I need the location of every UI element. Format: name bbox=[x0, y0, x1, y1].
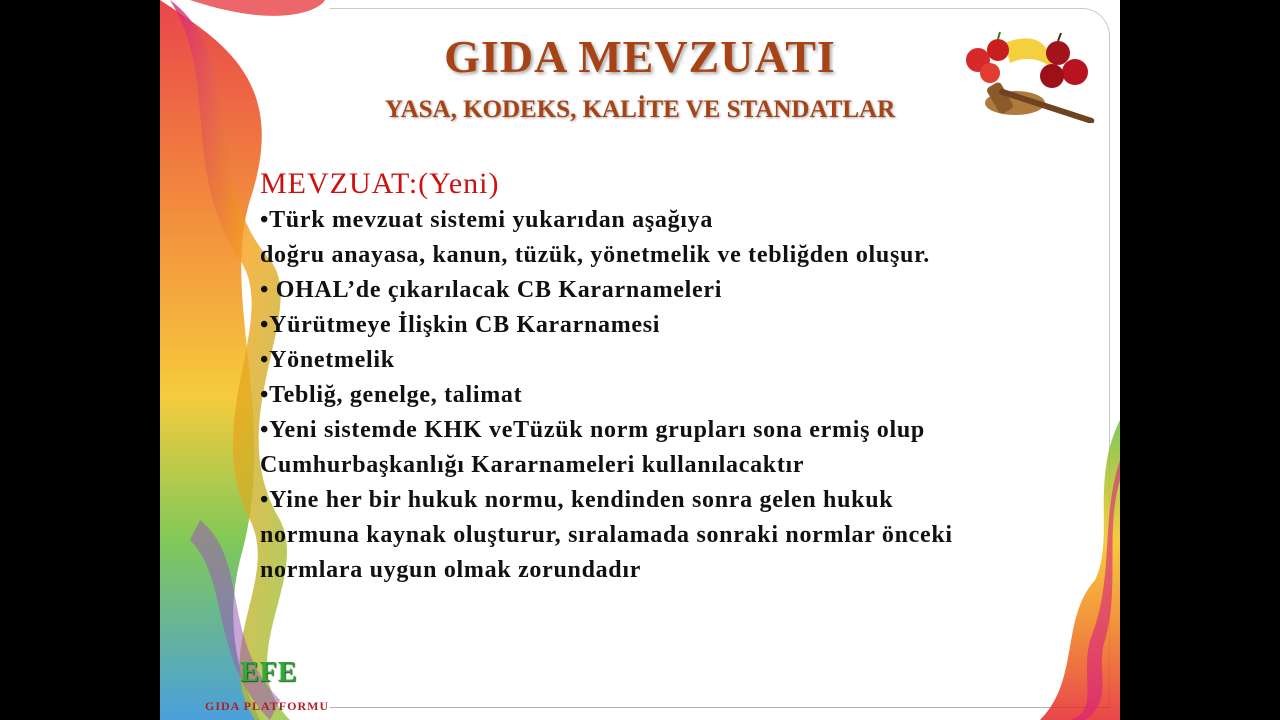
bullet-line: •Yine her bir hukuk normu, kendinden sonra gelen hukuk bbox=[260, 487, 894, 513]
slide-title: GIDA MEVZUATI bbox=[444, 31, 836, 82]
efe-logo: EFE bbox=[240, 657, 298, 688]
platform-label: GIDA PLATFORMU bbox=[205, 699, 330, 713]
bullet-line: normlara uygun olmak zorundadır bbox=[260, 557, 642, 583]
bullet-line: doğru anayasa, kanun, tüzük, yönetmelik ve tebliğden oluşur. bbox=[260, 242, 930, 268]
slide-content bbox=[260, 165, 1060, 588]
section-heading: MEVZUAT:(Yeni) bbox=[260, 167, 500, 200]
bullet-line: •Yürütmeye İlişkin CB Kararnamesi bbox=[260, 312, 661, 338]
bullet-line: •Tebliğ, genelge, talimat bbox=[260, 382, 523, 408]
bullet-line: •Yeni sistemde KHK veTüzük norm grupları sona ermiş olup bbox=[260, 417, 925, 443]
bullet-line: •Türk mevzuat sistemi yukarıdan aşağıya bbox=[260, 207, 714, 233]
bullet-line: normuna kaynak oluşturur, sıralamada sonraki normlar önceki bbox=[260, 522, 953, 548]
bullet-line: •Yönetmelik bbox=[260, 347, 395, 373]
bullet-line: • OHAL’de çıkarılacak CB Kararnameleri bbox=[260, 277, 723, 303]
slide-subtitle: YASA, KODEKS, KALİTE VE STANDATLAR bbox=[384, 96, 896, 123]
slide bbox=[160, 0, 1120, 720]
bullet-line: Cumhurbaşkanlığı Kararnameleri kullanılacaktır bbox=[260, 452, 805, 478]
